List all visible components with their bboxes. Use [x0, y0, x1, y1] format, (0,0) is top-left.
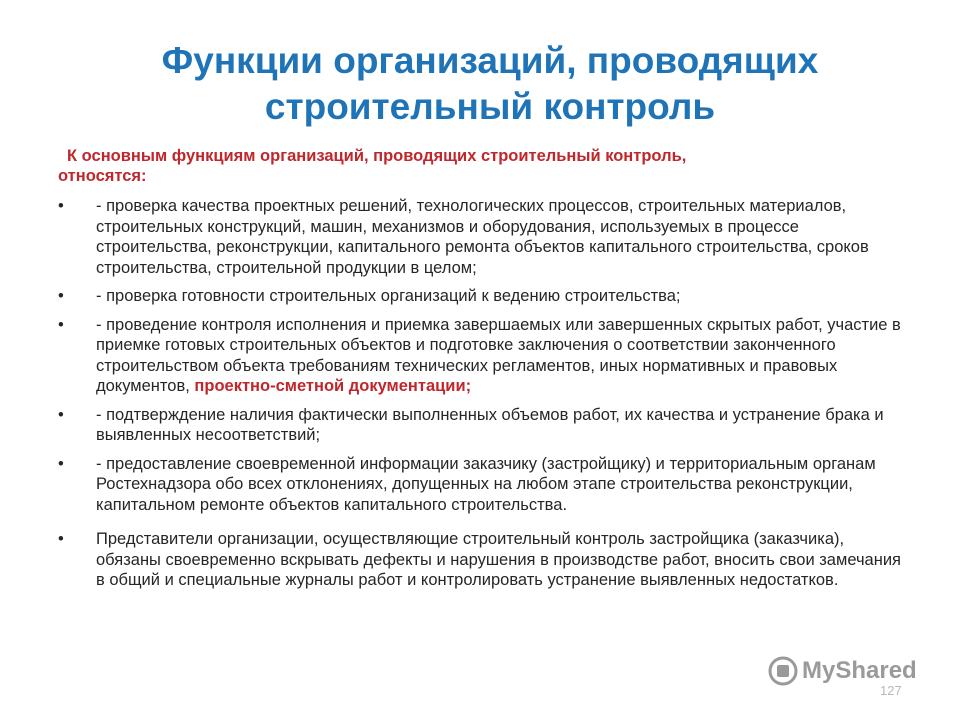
page-number: 127: [880, 683, 902, 698]
list-item: [58, 286, 908, 307]
bullet-icon: •: [58, 405, 64, 424]
list-item-text: - проверка качества проектных решений, технологических процессов, строительных материалов, строительных конструкций, машин, механизмов и оборудования, используемых в процессе строительства, реконструкции, капитального ремонта объектов капитального строительства, сроков строительства, строительной продукции в целом;: [96, 197, 869, 277]
watermark-text: MyShared: [802, 657, 917, 684]
list-item-text: - проведение контроля исполнения и приемка завершаемых или завершенных скрытых работ, участие в приемке готовых строительных объектов и подготовке заключения о соответствии законченного строительством объекта требованиям технических регламентов, иных нормативных и правовых документов,: [96, 315, 901, 395]
list-item: [58, 454, 908, 516]
intro-text: [58, 146, 887, 186]
list-item: [58, 315, 908, 397]
list-item-text: - предоставление своевременной информации заказчику (застройщику) и территориальным органам Ростехнадзора обо всех отклонениях, допущенных на любом этапе строительства реконструкции, капитальном ремонте объектов капитального строительства.: [96, 454, 876, 514]
bullet-icon: •: [58, 197, 64, 215]
list-item-text: - проверка готовности строительных организаций к ведению строительства;: [96, 287, 681, 305]
title-line-1: Функции организаций, проводящих: [161, 40, 819, 81]
watermark: [768, 656, 917, 686]
list-item: [58, 405, 908, 446]
intro-line-2: относятся:: [58, 167, 147, 185]
function-list: [58, 196, 908, 599]
list-item-text: Представители организации, осуществляющие строительный контроль застройщика (заказчика), обязаны своевременно вскрывать дефекты и нарушения в производстве работ, вносить свои замечания в общий и специальные журналы работ и контролировать устранение выявленных недостатков.: [96, 530, 901, 589]
list-item-text: - подтверждение наличия фактически выполненных объемов работ, их качества и устранение брака и выявленных несоответствий;: [96, 405, 884, 444]
highlight-text: проектно-сметной документации;: [194, 377, 472, 395]
list-item: [58, 196, 908, 278]
bullet-icon: •: [58, 530, 64, 548]
myshared-logo-icon: [768, 656, 798, 686]
slide-title: [60, 38, 920, 130]
intro-line-1: К основным функциям организаций, проводящих строительный контроль,: [67, 147, 687, 165]
bullet-icon: •: [58, 454, 64, 473]
bullet-icon: •: [58, 287, 64, 305]
bullet-icon: •: [58, 315, 64, 334]
list-item: [58, 529, 908, 591]
title-line-2: строительный контроль: [264, 86, 716, 127]
